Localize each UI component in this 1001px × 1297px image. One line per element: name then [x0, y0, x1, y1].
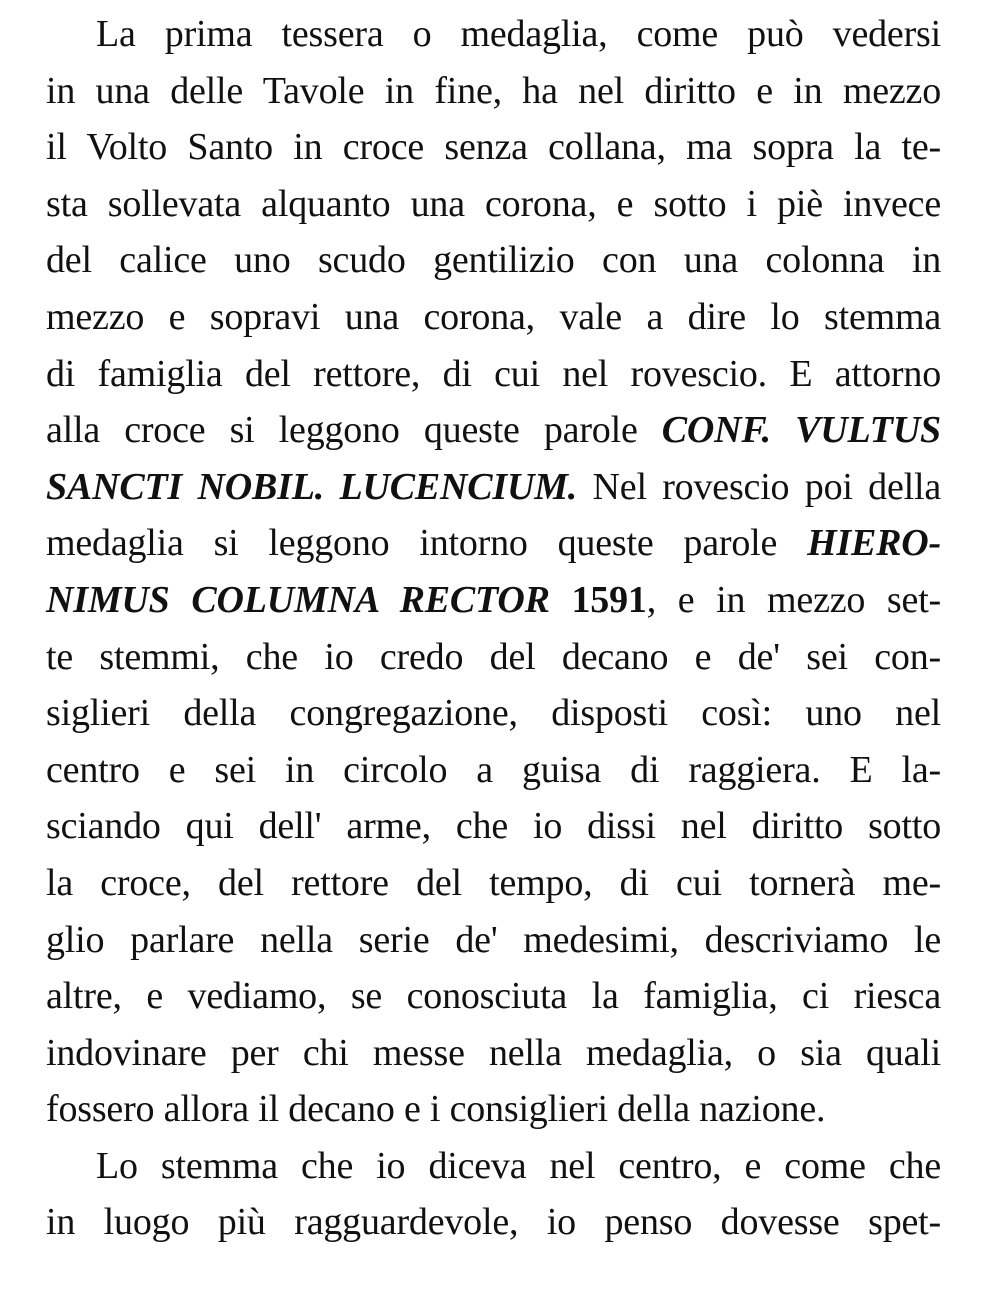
line-text: di famiglia del rettore, di cui nel rovescio. E attorno	[46, 352, 941, 395]
line-text: in luogo più ragguardevole, io penso dovesse spet-	[46, 1201, 941, 1244]
line-text: La prima tessera o medaglia, come può vedersi	[96, 13, 941, 55]
line-text: Lo stemma che io diceva nel centro, e come che	[96, 1144, 941, 1187]
text-line	[46, 1025, 941, 1082]
text-line	[46, 685, 941, 742]
line-text: mezzo e sopravi una corona, vale a dire lo stemma	[46, 295, 941, 338]
text-line	[46, 346, 941, 403]
text-line	[46, 1138, 941, 1195]
text-line	[46, 629, 941, 686]
latin-inscription: CONF. VULTUS	[661, 409, 941, 452]
text-line	[46, 798, 941, 855]
text-line	[46, 742, 941, 799]
line-text: centro e sei in circolo a guisa di raggiera. E la-	[46, 748, 941, 791]
text-line	[46, 1194, 941, 1251]
text-line	[46, 515, 941, 572]
text-line	[46, 855, 941, 912]
text-line	[46, 232, 941, 289]
line-text: altre, e vediamo, se conosciuta la famiglia, ci riesca	[46, 975, 941, 1018]
latin-inscription: HIERO-	[807, 522, 941, 565]
text-line	[46, 1081, 941, 1138]
line-text: , e in mezzo set-	[646, 578, 941, 621]
line-text: glio parlare nella serie de' medesimi, descriviamo le	[46, 918, 941, 961]
text-line	[46, 912, 941, 969]
line-text: del calice uno scudo gentilizio con una colonna in	[46, 239, 941, 282]
body-text	[46, 6, 941, 1251]
line-text: il Volto Santo in croce senza collana, ma sopra la te-	[46, 126, 941, 169]
line-text: sciando qui dell' arme, che io dissi nel diritto sotto	[46, 805, 941, 848]
line-text: fossero allora il decano e i consiglieri della nazione.	[46, 1088, 826, 1131]
line-text: sta sollevata alquanto una corona, e sotto i piè invece	[46, 182, 941, 225]
line-text: medaglia si leggono intorno queste parole	[46, 522, 808, 565]
line-text: indovinare per chi messe nella medaglia, o sia quali	[46, 1031, 941, 1074]
latin-inscription: SANCTI NOBIL. LUCENCIUM.	[46, 465, 578, 508]
latin-inscription: NIMUS COLUMNA RECTOR	[46, 578, 550, 621]
text-line	[46, 459, 941, 516]
line-text: alla croce si leggono queste parole	[46, 409, 662, 452]
line-text: siglieri della congregazione, disposti così: uno nel	[46, 692, 941, 735]
line-text: in una delle Tavole in fine, ha nel diritto e in mezzo	[46, 69, 941, 112]
line-text: la croce, del rettore del tempo, di cui tornerà me-	[46, 861, 941, 904]
text-line	[46, 968, 941, 1025]
text-line	[46, 176, 941, 233]
text-line	[46, 6, 941, 63]
text-line	[46, 63, 941, 120]
year: 1591	[549, 578, 647, 621]
text-line	[46, 402, 941, 459]
text-line	[46, 289, 941, 346]
line-text: te stemmi, che io credo del decano e de' sei con-	[46, 635, 941, 678]
text-line	[46, 119, 941, 176]
line-text: Nel rovescio poi della	[577, 465, 942, 508]
text-line	[46, 572, 941, 629]
